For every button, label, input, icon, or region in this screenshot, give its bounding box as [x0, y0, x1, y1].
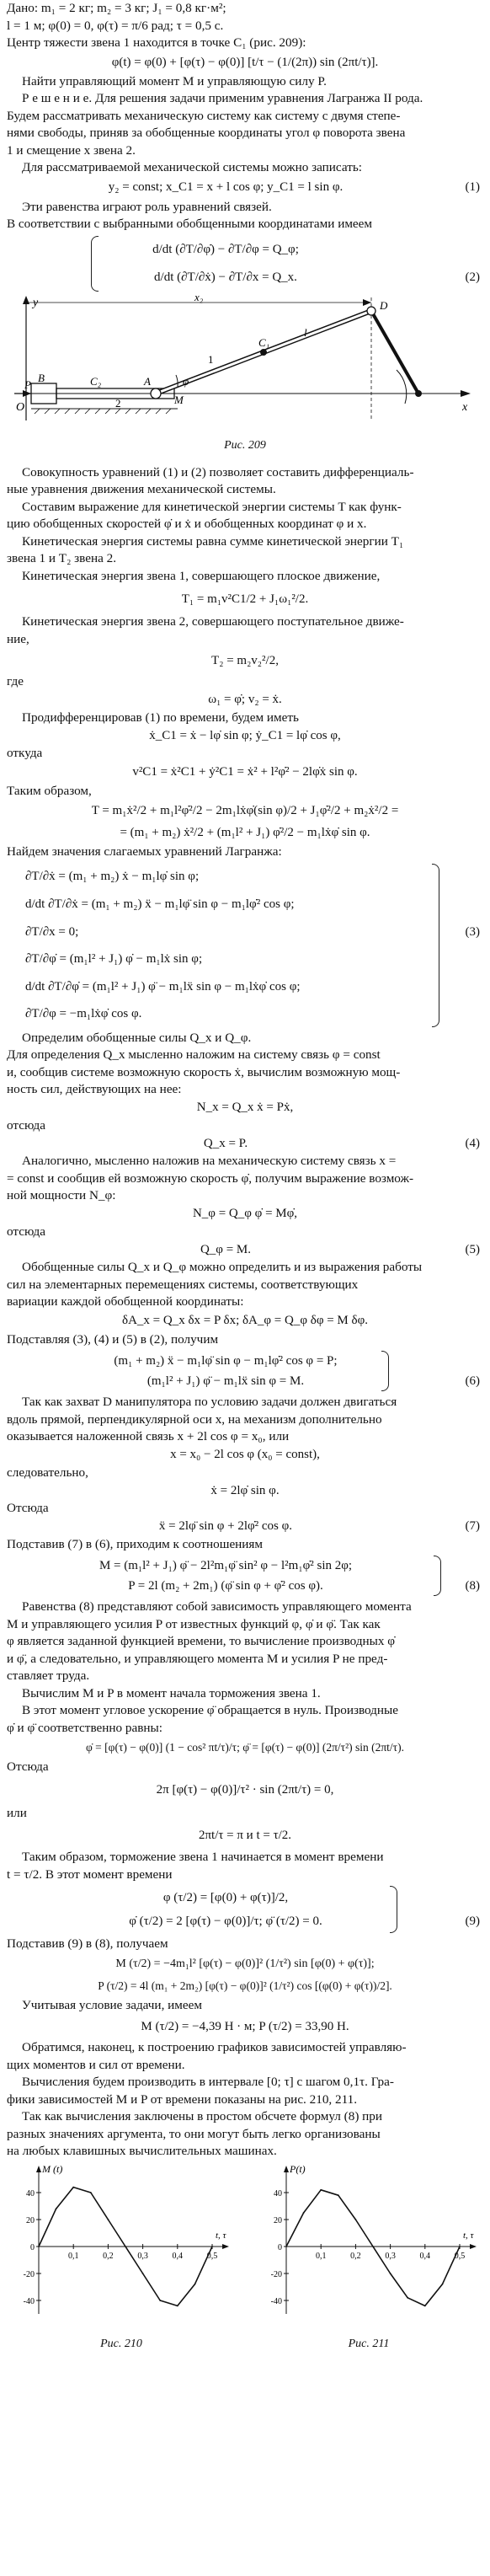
text-line: оказывается наложенной связь x + 2l cos φ = x₀, или: [7, 1429, 290, 1443]
y-tick-label: 0: [30, 2242, 35, 2252]
text-line: Кинетическая энергия звена 2, совершающего поступательное движе-: [22, 614, 404, 629]
text-line: ные уравнения движения механической системы.: [7, 482, 276, 496]
text-line: Кинетическая энергия звена 1, совершающего плоское движение,: [22, 568, 381, 583]
x-tick-label: 0,1: [67, 2251, 79, 2261]
svg-text:C₁: C₁: [258, 335, 270, 349]
text-line: Кинетическая энергия системы равна сумме кинетической энергии T₁: [22, 533, 404, 549]
data-point: [303, 2212, 305, 2214]
equation-dA: δA_x = Q_x δx = P δx; δA_φ = Q_φ δφ = M δφ.: [122, 1314, 368, 1327]
text-line: Р е ш е н и е. Для решения задачи применим уравнения Лагранжа II рода.: [22, 91, 423, 105]
text-line: l = 1 м; φ(0) = 0, φ(τ) = π/6 рад; τ = 0,5 с.: [7, 18, 224, 33]
text-line: ной мощности N_φ:: [7, 1188, 116, 1202]
equation-6b: (m₁l² + J₁) φ̈ − m₁lẍ sin φ = M.: [146, 1374, 305, 1388]
text-line: Дано: m₁ = 2 кг; m₂ = 3 кг; J₁ = 0,8 кг·м²;: [7, 1, 226, 15]
text-line: В соответствии с выбранными обобщенными координатами имеем: [7, 217, 373, 231]
equation-2b: d/dt (∂T/∂ẋ) − ∂T/∂x = Q_x.: [154, 270, 297, 284]
chart-caption: Рис. 210: [100, 2337, 142, 2350]
chart-svg-210: [8, 2161, 234, 2326]
text-line: Для рассматриваемой механической системы можно записать:: [22, 160, 362, 174]
data-point: [56, 2208, 57, 2209]
svg-text:A: A: [144, 374, 151, 388]
equation-diff: ẋ_C1 = ẋ − lφ̇ sin φ; ẏ_C1 = lφ̇ cos φ,: [149, 728, 341, 742]
x-tick-label: 0,5: [454, 2251, 466, 2261]
text-line: вариации каждой обобщенной координаты:: [7, 1294, 244, 1309]
text-line: В этот момент угловое ускорение φ̈ обращается в нуль. Производные: [22, 1703, 398, 1717]
svg-text:M: M: [174, 393, 184, 406]
text-line: 1 и смещение x звена 2.: [7, 142, 136, 158]
equation-3-line: ∂T/∂φ̇ = (m₁l² + J₁) φ̇ − m₁lẋ sin φ;: [25, 952, 203, 967]
svg-text:φ: φ: [183, 374, 189, 388]
data-point: [407, 2296, 408, 2298]
text-line: ставляет труда.: [7, 1668, 90, 1683]
text-line: Отсюда: [7, 1759, 49, 1774]
equation-final: M (τ/2) = −4,39 Н · м; P (τ/2) = 33,90 Н.: [141, 2019, 349, 2033]
equation-2a: d/dt (∂T/∂φ̇) − ∂T/∂φ = Q_φ;: [152, 242, 299, 256]
data-point: [320, 2188, 322, 2190]
data-point: [177, 2305, 178, 2306]
series-line: [286, 2189, 460, 2306]
equation-3-block: [0, 864, 490, 1027]
data-point: [211, 2246, 213, 2247]
figure-209: [9, 294, 481, 427]
text-line: φ является заданной функцией времени, то вычисление производных φ̇: [7, 1634, 396, 1648]
chart-caption: Рис. 211: [348, 2337, 390, 2350]
text-line: отсюда: [7, 1224, 45, 1239]
x-axis-arrow: [470, 2244, 477, 2249]
data-point: [38, 2246, 40, 2247]
text-line: фики зависимостей M и P от времени показаны на рис. 210, 211.: [7, 2091, 358, 2107]
graphs-row: [0, 2161, 490, 2363]
text-line: цию обобщенных скоростей φ̇ и ẋ и обобщенных координат φ и x.: [7, 517, 367, 531]
equation-T-a: T = m₁ẋ²/2 + m₁l²φ̇²/2 − 2m₁lẋφ̇(sin φ)/2 + J₁φ̇²/2 + m₂ẋ²/2 =: [91, 803, 399, 817]
equation-6-block: [0, 1351, 490, 1391]
text-line: Центр тяжести звена 1 находится в точке C₁ (рис. 209):: [7, 35, 306, 50]
data-point: [159, 2300, 161, 2301]
text-line: сил на элементарных перемещениях системы, соответствующих: [7, 1277, 359, 1292]
equation-2-block: [0, 236, 490, 292]
y-axis-arrow: [36, 2166, 41, 2172]
data-point: [194, 2283, 196, 2284]
equation-omega: ω₁ = φ̇; v₂ = ẋ.: [208, 693, 282, 706]
x-axis-label: t, τ: [216, 2230, 226, 2241]
y-axis-label: P(t): [290, 2162, 306, 2175]
y-tick-label: -20: [270, 2269, 282, 2279]
svg-text:C₂: C₂: [90, 374, 102, 388]
y-tick-label: 20: [26, 2215, 35, 2225]
data-point: [285, 2246, 287, 2247]
text-line: Таким образом,: [7, 783, 92, 798]
figure-caption: Рис. 209: [224, 438, 266, 452]
text-line: Эти равенства играют роль уравнений связей.: [22, 199, 272, 214]
svg-text:P: P: [24, 378, 31, 391]
equation-T-b: = (m₁ + m₂) ẋ²/2 + (m₁l² + J₁) φ̇²/2 − m₁lẋφ̇ sin φ.: [120, 825, 370, 839]
y-axis-label: M (t): [42, 2162, 63, 2175]
y-tick-label: -20: [23, 2269, 35, 2279]
equation-M-result: M (τ/2) = −4m₁l² [φ(τ) − φ(0)]² (1/τ²) sin [φ(0) + φ(τ)];: [115, 1957, 375, 1970]
data-point: [125, 2246, 126, 2247]
text-line: отсюда: [7, 1117, 45, 1133]
text-line: Подставив (7) в (6), приходим к соотношениям: [7, 1536, 264, 1551]
equation-number: (6): [465, 1374, 480, 1388]
text-line: следовательно,: [7, 1465, 88, 1480]
equation-Nx: N_x = Q_x ẋ = Pẋ,: [196, 1101, 294, 1114]
equation-number: (3): [465, 924, 480, 939]
equation-3-line: d/dt ∂T/∂φ̇ = (m₁l² + J₁) φ̈ − m₁lẍ sin φ − m₁lẋφ̇ cos φ;: [25, 980, 301, 994]
equation-T1: T₁ = m₁v²C1/2 + J₁ω₁²/2.: [181, 592, 309, 606]
text-line: Подставляя (3), (4) и (5) в (2), получим: [7, 1331, 219, 1347]
x-tick-label: 0,3: [137, 2251, 148, 2261]
data-point: [424, 2305, 426, 2306]
text-line: откуда: [7, 746, 43, 760]
svg-text:l: l: [304, 325, 307, 339]
text-line: и φ̈, а следовательно, и управляющего момента M и усилия P не пред-: [7, 1651, 388, 1666]
y-tick-label: 20: [274, 2215, 282, 2225]
text-line: ние,: [7, 631, 29, 646]
equation-3-line: d/dt ∂T/∂ẋ = (m₁ + m₂) ẍ − m₁lφ̈ sin φ − m₁lφ̇² cos φ;: [25, 897, 295, 911]
y-tick-label: 0: [278, 2242, 282, 2252]
data-point: [108, 2219, 109, 2220]
x-tick-label: 0,1: [315, 2251, 327, 2261]
text-line: t = τ/2. В этот момент времени: [7, 1866, 173, 1882]
equation-6a: (m₁ + m₂) ẍ − m₁lφ̈ sin φ − m₁lφ̇² cos φ = P;: [114, 1353, 338, 1368]
svg-text:y: y: [33, 296, 39, 309]
data-point: [90, 2192, 92, 2193]
equation-3-line: ∂T/∂x = 0;: [25, 924, 79, 939]
equation-Nphi: N_φ = Q_φ φ̇ = Mφ̇,: [192, 1207, 298, 1220]
text-line: или: [7, 1805, 27, 1820]
equation-zero: 2π [φ(τ) − φ(0)]/τ² · sin (2πt/τ) = 0,: [156, 1783, 334, 1797]
text-line: разных значениях аргумента, то они могут быть легко организованы: [7, 2126, 381, 2141]
data-point: [442, 2283, 444, 2284]
text-line: Обратимся, наконец, к построению графиков зависимостей управляю-: [22, 2040, 407, 2054]
x-axis-arrow: [222, 2244, 229, 2249]
equation-number: (2): [465, 270, 480, 284]
data-point: [338, 2194, 339, 2196]
x-tick-label: 0,4: [172, 2251, 184, 2261]
equation-P-result: P (τ/2) = 4l (m₁ + 2m₂) [φ(τ) − φ(0)]² (1/τ²) cos [(φ(0) + φ(τ))/2].: [98, 1979, 392, 1992]
data-point: [459, 2246, 461, 2247]
text-line: Равенства (8) представляют собой зависимость управляющего момента: [22, 1599, 412, 1614]
text-line: и, сообщив системе возможную скорость ẋ, вычислим возможную мощ-: [7, 1064, 401, 1079]
equation-pi: 2πt/τ = π и t = τ/2.: [198, 1828, 292, 1842]
text-line: звена 1 и T₂ звена 2.: [7, 551, 117, 565]
text-line: вдоль прямой, перпендикулярной оси x, на механизм дополнительно: [7, 1411, 382, 1427]
equation-phi: φ(t) = φ(0) + [φ(τ) − φ(0)] [t/τ − (1/(2π)) sin (2πt/τ)].: [111, 55, 379, 69]
text-line: Так как вычисления заключены в простом обсчете формул (8) при: [22, 2109, 383, 2123]
svg-text:O: O: [16, 400, 25, 414]
equation-7: ẍ = 2lφ̈ sin φ + 2lφ̇² cos φ. (7): [158, 1519, 480, 1533]
equation-number: (9): [465, 1914, 480, 1928]
text-line: Обобщенные силы Q_x и Q_φ можно определить и из выражения работы: [22, 1260, 423, 1274]
x-tick-label: 0,3: [385, 2251, 396, 2261]
equation-8a: M = (m₁l² + J₁) φ̈ − 2l²m₁φ̈ sin² φ − l²m₁φ̇² sin 2φ;: [99, 1558, 353, 1572]
equation-derivs: φ̇ = [φ(τ) − φ(0)] (1 − cos² πt/τ)/τ; φ̈ = [φ(τ) − φ(0)] (2π/τ²) sin (2πt/τ).: [86, 1741, 404, 1754]
text-line: Определим обобщенные силы Q_x и Q_φ.: [22, 1030, 252, 1045]
y-tick-label: -40: [23, 2296, 35, 2306]
text-line: Так как захват D манипулятора по условию задачи должен двигаться: [22, 1395, 397, 1409]
equation-3-line: ∂T/∂ẋ = (m₁ + m₂) ẋ − m₁lφ̇ sin φ;: [25, 870, 200, 883]
equation-8b: P = 2l (m₂ + 2m₁) (φ̈ sin φ + φ̇² cos φ).: [128, 1578, 323, 1593]
equation-T2: T₂ = m₂v₂²/2,: [211, 653, 279, 667]
text-line: Найдем значения слагаемых уравнений Лагранжа:: [7, 844, 282, 859]
text-line: Учитывая условие задачи, имеем: [22, 1997, 202, 2012]
svg-text:B: B: [38, 371, 45, 384]
svg-text:x₂: x₂: [194, 293, 204, 303]
equation-9a: φ (τ/2) = [φ(0) + φ(τ)]/2,: [162, 1890, 289, 1904]
chart-fig-210: [8, 2161, 234, 2363]
svg-text:x: x: [462, 400, 468, 414]
data-point: [372, 2246, 374, 2247]
y-tick-label: 40: [26, 2188, 35, 2198]
text-line: нями свободы, приняв за обобщенные координаты угол φ поворота звена: [7, 126, 406, 140]
chart-fig-211: [256, 2161, 482, 2363]
text-line: Будем рассматривать механическую систему как систему с двумя степе-: [7, 108, 401, 123]
x-tick-label: 0,2: [103, 2251, 114, 2261]
x-axis-label: t, τ: [463, 2230, 474, 2241]
text-line: Продифференцировав (1) по времени, будем иметь: [22, 710, 299, 725]
y-tick-label: -40: [270, 2296, 282, 2306]
text-line: Совокупность уравнений (1) и (2) позволяет составить дифференциаль-: [22, 464, 414, 479]
equation-8-block: [0, 1556, 490, 1596]
chart-svg-211: [256, 2161, 482, 2326]
x-tick-label: 0,5: [206, 2251, 218, 2261]
text-line: Подставив (9) в (8), получаем: [7, 1936, 168, 1951]
svg-text:1: 1: [208, 352, 214, 366]
equation-3-line: ∂T/∂φ = −m₁lẋφ̇ cos φ.: [25, 1006, 142, 1020]
text-line: Таким образом, торможение звена 1 начинается в момент времени: [22, 1850, 384, 1864]
text-line: Найти управляющий момент M и управляющую силу P.: [22, 73, 327, 88]
equation-number: (8): [465, 1578, 480, 1593]
text-line: Аналогично, мысленно наложив на механическую систему связь x =: [22, 1154, 397, 1168]
data-point: [72, 2186, 74, 2188]
x-tick-label: 0,2: [350, 2251, 361, 2261]
text-line: Составим выражение для кинетической энергии системы T как функ-: [22, 499, 402, 514]
text-line: M и управляющего усилия P от известных функций φ, φ̇ и φ̈. Так как: [7, 1616, 381, 1631]
text-line: φ̇ и φ̈ соответственно равны:: [7, 1720, 162, 1735]
svg-text:D: D: [380, 298, 388, 312]
equation-vc1: v²C1 = ẋ²C1 + ẏ²C1 = ẋ² + l²φ̇² − 2lφ̇ẋ sin φ.: [132, 765, 358, 779]
equation-xdot: ẋ = 2lφ̇ sin φ.: [210, 1483, 280, 1497]
x-tick-label: 0,4: [419, 2251, 431, 2261]
equation-4: Q_x = P. (4): [203, 1136, 480, 1150]
equation-9b: φ̇ (τ/2) = 2 [φ(τ) − φ(0)]/τ; φ̈ (τ/2) = 0.: [129, 1914, 322, 1928]
text-line: Вычисления будем производить в интервале [0; τ] с шагом 0,1τ. Гра-: [22, 2075, 394, 2089]
equation-5: Q_φ = M. (5): [200, 1242, 480, 1256]
equation-x: x = x₀ − 2l cos φ (x₀ = const),: [170, 1448, 320, 1461]
y-axis-arrow: [284, 2166, 289, 2172]
data-point: [390, 2273, 391, 2274]
equation-1: y₂ = const; x_C1 = x + l cos φ; y_C1 = l sin φ. (1): [108, 180, 480, 194]
text-line: щих моментов и сил от времени.: [7, 2057, 185, 2072]
text-line: на любых клавишных вычислительных машинах.: [7, 2144, 277, 2158]
data-point: [355, 2219, 357, 2220]
text-line: = const и сообщив ей возможную скорость φ̇, получим выражение возмож-: [7, 1170, 414, 1186]
text-line: Вычислим M и P в момент начала торможения звена 1.: [22, 1685, 321, 1700]
text-line: ность сил, действующих на нее:: [7, 1082, 182, 1096]
text-line: Отсюда: [7, 1501, 49, 1515]
y-tick-label: 40: [274, 2188, 282, 2198]
svg-text:2: 2: [115, 396, 121, 410]
data-point: [142, 2273, 144, 2274]
text-line: где: [7, 674, 24, 688]
text-line: Для определения Q_x мысленно наложим на систему связь φ = const: [7, 1047, 381, 1062]
equation-9-block: [0, 1886, 490, 1933]
